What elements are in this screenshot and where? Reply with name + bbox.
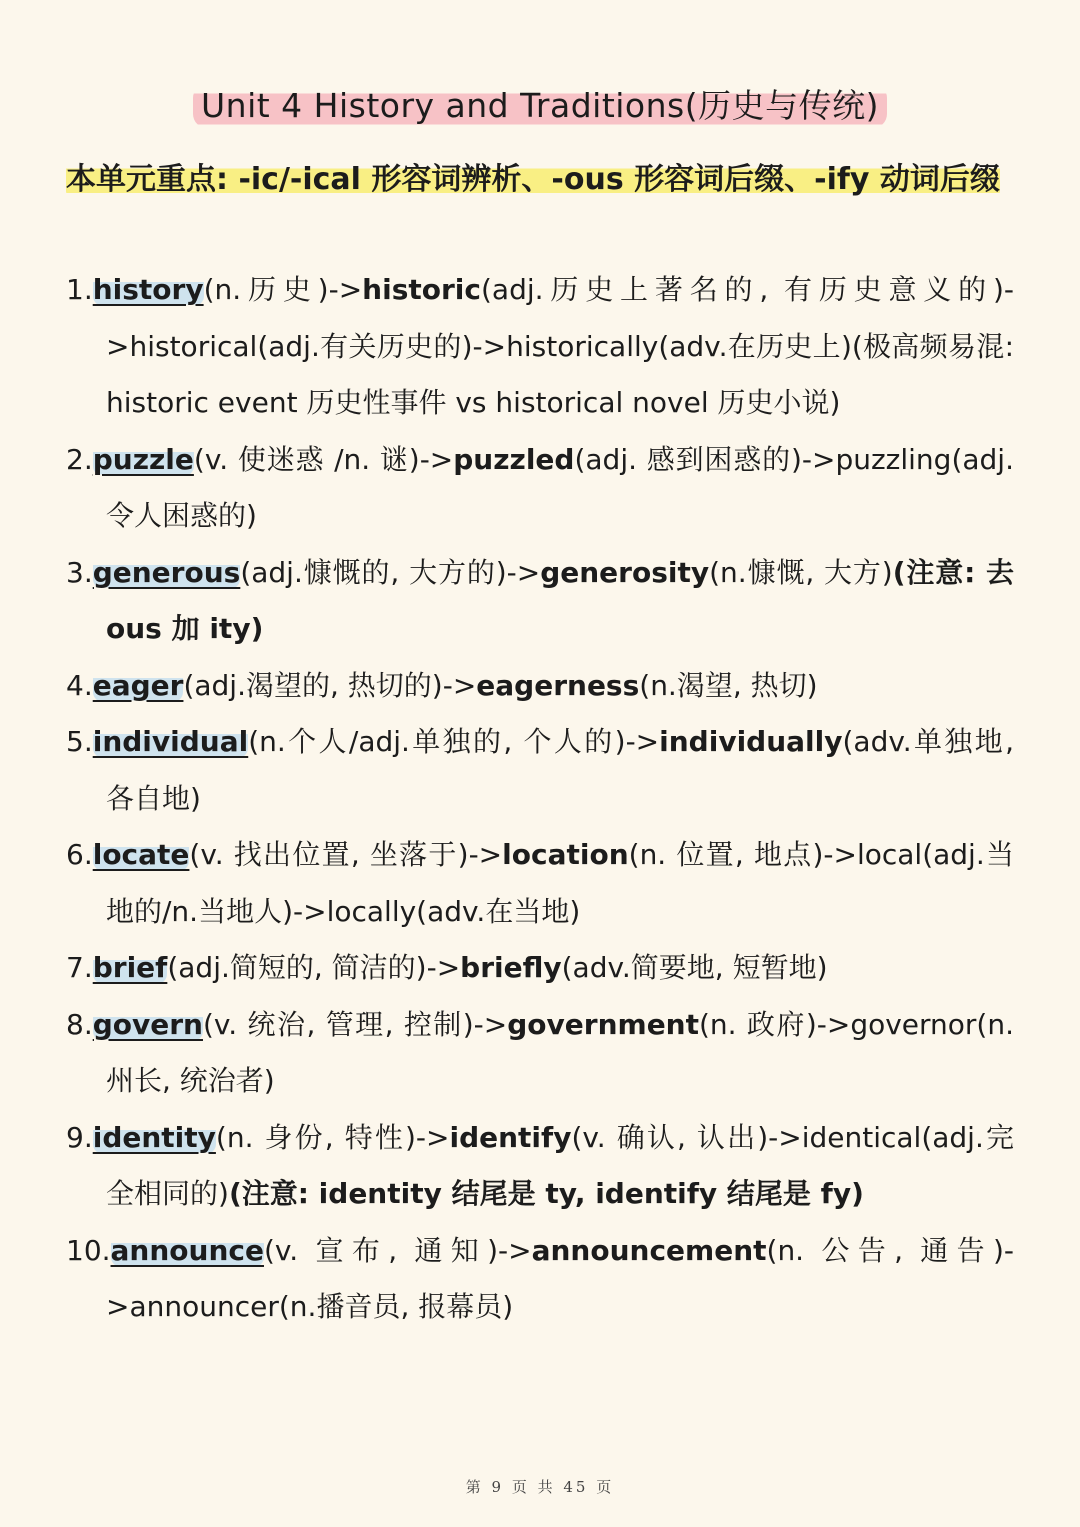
entry-number: 3. bbox=[66, 555, 93, 589]
definition-text: (adj.有关历史的)-> bbox=[257, 329, 507, 363]
vocab-entry-2 bbox=[66, 432, 1014, 545]
entry-number: 5. bbox=[66, 725, 93, 758]
definition-text: (v. 使迷惑 /n. 谜)-> bbox=[193, 442, 454, 476]
title-block bbox=[0, 84, 1080, 128]
vocab-entry-1 bbox=[66, 262, 1014, 432]
derived-word: puzzled bbox=[453, 442, 575, 476]
definition-text: (n. 公告, 通告)-> bbox=[106, 1233, 1014, 1323]
entry-number: 7. bbox=[66, 951, 93, 984]
definition-text: (adv.在历史上)(极高频易混: historic event 历史性事件 vs historical novel 历史小说) bbox=[106, 329, 1014, 419]
vocabulary-list bbox=[66, 262, 1014, 1336]
page-number: 第 9 页 共 45 页 bbox=[465, 1478, 615, 1496]
headword: history bbox=[92, 273, 204, 306]
headword: govern bbox=[92, 1007, 203, 1041]
definition-text: (v. 找出位置, 坐落于)-> bbox=[189, 838, 503, 871]
definition-text: (v. 确认, 认出)-> bbox=[571, 1120, 802, 1154]
definition-text: (adj.渴望的, 热切的)-> bbox=[183, 668, 477, 702]
definition-text: (n. 政府)-> bbox=[699, 1007, 851, 1041]
definition-text: governor bbox=[850, 1007, 977, 1041]
definition-text: announcer bbox=[129, 1290, 279, 1323]
entry-number: 2. bbox=[66, 442, 93, 476]
unit-focus-text: 本单元重点: -ic/-ical 形容词辨析、-ous 形容词后缀、-ify 动词后缀 bbox=[66, 162, 1000, 197]
derived-word: individually bbox=[659, 725, 843, 758]
headword: locate bbox=[92, 838, 190, 871]
definition-text: (adv.在当地) bbox=[416, 894, 581, 928]
derived-word: announcement bbox=[531, 1233, 767, 1267]
definition-text: (v. 统治, 管理, 控制)-> bbox=[202, 1007, 508, 1041]
derived-word: identify bbox=[449, 1120, 572, 1154]
derived-word: historic bbox=[362, 273, 481, 306]
unit-focus bbox=[66, 152, 1016, 208]
vocab-entry-5 bbox=[66, 714, 1014, 827]
definition-text: locally bbox=[326, 894, 417, 928]
definition-text: (v. 宣布, 通知)-> bbox=[263, 1233, 532, 1267]
entry-number: 9. bbox=[66, 1120, 93, 1154]
definition-text: (n.个人/adj.单独的, 个人的)-> bbox=[248, 725, 660, 758]
entry-number: 1. bbox=[66, 273, 93, 306]
definition-text: (adv.单独地, 各自地) bbox=[106, 725, 1014, 815]
headword: eager bbox=[92, 668, 184, 702]
headword: generous bbox=[92, 555, 241, 589]
definition-text: (n. 位置, 地点)-> bbox=[628, 838, 857, 871]
definition-text: (n.渴望, 热切) bbox=[639, 668, 818, 702]
definition-text: (n.州长, 统治者) bbox=[106, 1007, 1014, 1097]
entry-number: 10. bbox=[66, 1233, 111, 1267]
definition-text: (adv.简要地, 短暂地) bbox=[561, 951, 828, 984]
derived-word: (注意: identity 结尾是 ty, identify 结尾是 fy) bbox=[228, 1177, 864, 1210]
vocab-entry-9 bbox=[66, 1110, 1014, 1223]
derived-word: (注意: 去 ous 加 ity) bbox=[106, 555, 1014, 645]
headword: identity bbox=[92, 1120, 216, 1154]
vocab-entry-7 bbox=[66, 940, 1014, 997]
definition-text: (adj.历史上著名的, 有历史意义的)-> bbox=[106, 273, 1014, 363]
definition-text: (adj.简短的, 简洁的)-> bbox=[167, 951, 461, 984]
derived-word: generosity bbox=[540, 555, 710, 589]
definition-text: (n. 身份, 特性)-> bbox=[215, 1120, 450, 1154]
derived-word: briefly bbox=[460, 951, 562, 984]
headword: puzzle bbox=[92, 442, 194, 476]
definition-text: (adj.慷慨的, 大方的)-> bbox=[240, 555, 541, 589]
definition-text: local bbox=[856, 838, 923, 871]
derived-word: government bbox=[507, 1007, 699, 1041]
vocab-entry-6 bbox=[66, 827, 1014, 940]
definition-text: historical bbox=[129, 329, 258, 363]
definition-text: identical bbox=[801, 1120, 922, 1154]
definition-text: (n.历史)-> bbox=[203, 273, 363, 306]
headword: announce bbox=[110, 1233, 264, 1267]
entry-number: 8. bbox=[66, 1007, 93, 1041]
vocab-entry-10 bbox=[66, 1223, 1014, 1336]
page-title: Unit 4 History and Traditions(历史与传统) bbox=[193, 84, 887, 128]
definition-text: (adj.当地的/n.当地人)-> bbox=[106, 838, 1014, 928]
definition-text: (n.慷慨, 大方) bbox=[709, 555, 893, 589]
headword: individual bbox=[92, 725, 249, 758]
definition-text: (n.播音员, 报幕员) bbox=[278, 1290, 514, 1323]
derived-word: location bbox=[502, 838, 629, 871]
entry-number: 6. bbox=[66, 838, 93, 871]
headword: brief bbox=[92, 951, 168, 984]
definition-text: (adj. 感到困惑的)-> bbox=[574, 442, 836, 476]
definition-text: puzzling bbox=[835, 442, 952, 476]
vocab-entry-4 bbox=[66, 658, 1014, 715]
definition-text: historically bbox=[506, 329, 659, 363]
entry-number: 4. bbox=[66, 668, 93, 702]
definition-text: (adj.令人困惑的) bbox=[106, 442, 1014, 532]
definition-text: (adj.完全相同的) bbox=[106, 1120, 1014, 1210]
derived-word: eagerness bbox=[476, 668, 640, 702]
vocab-entry-3 bbox=[66, 545, 1014, 658]
vocab-entry-8 bbox=[66, 997, 1014, 1110]
